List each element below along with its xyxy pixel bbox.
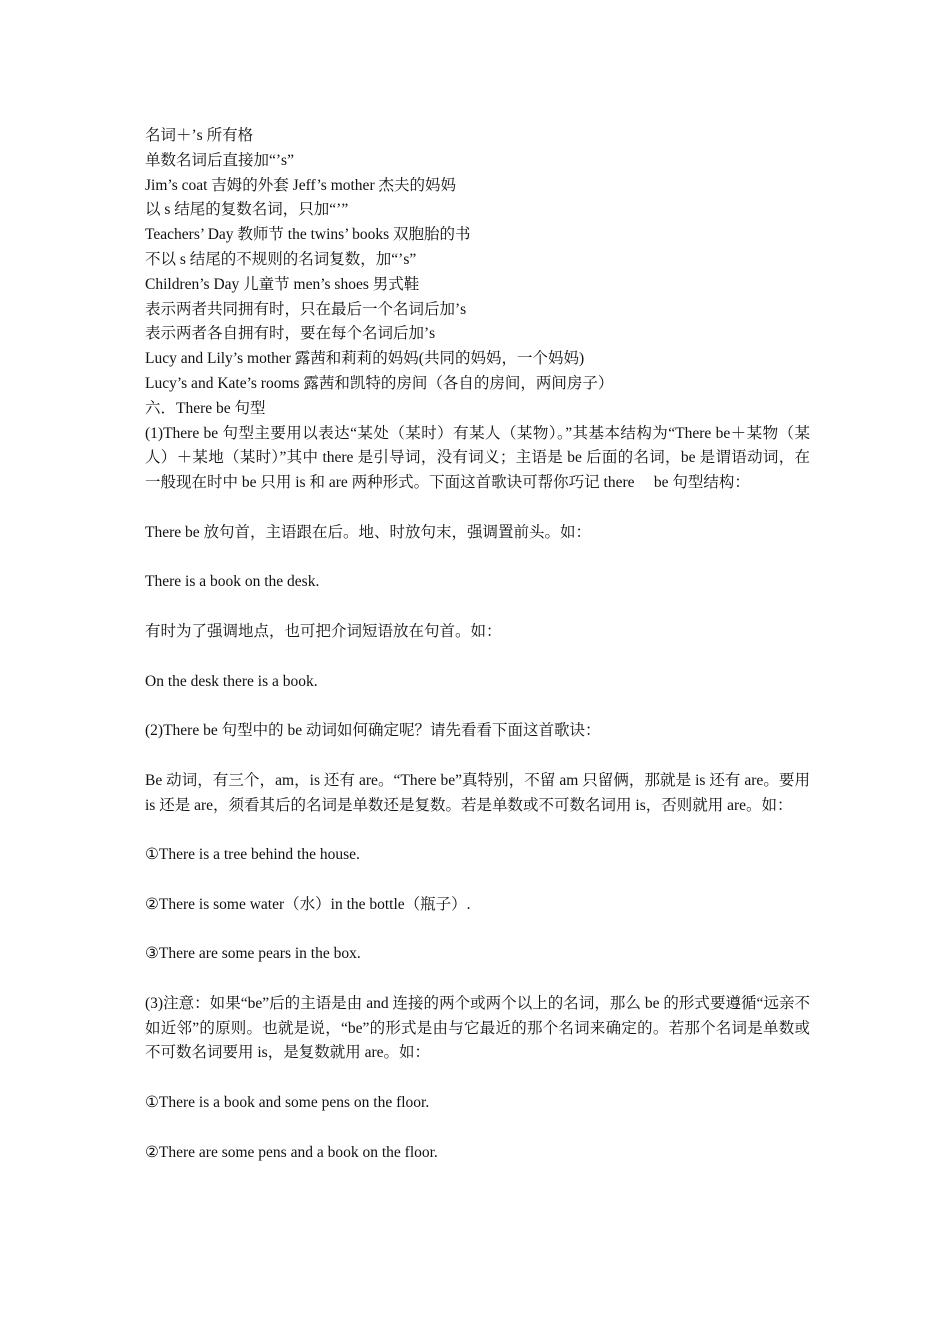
paragraph-there-be-structure: (1)There be 句型主要用以表达“某处（某时）有某人（某物）。”其基本结构为“There be＋某物（某人）＋某地（某时）”其中 there 是引导词，没有词义；主语是 be 后面的名词，be 是谓语动词，在一般现在时中 be 只用 is 和 are 两种形式。下面这首歌诀可帮你巧记 there be 句型结构： bbox=[145, 424, 810, 492]
example-sentence-2: On the desk there is a book. bbox=[145, 672, 318, 690]
example-sentence-1: There is a book on the desk. bbox=[145, 573, 320, 591]
rule-singular: 单数名词后直接加“’s” bbox=[145, 151, 294, 169]
section-heading-there-be: 六．There be 句型 bbox=[145, 399, 266, 417]
paragraph-be-verb-rhyme: Be 动词，有三个，am，is 还有 are。“There be”真特别，不留 am 只留俩，那就是 is 还有 are。要用 is 还是 are，须看其后的名词是单数还是复数。若是单数或不可数名词用 is，否则就用 are。如： bbox=[145, 771, 810, 814]
rule-separate-ownership: 表示两者各自拥有时，要在每个名词后加’s bbox=[145, 325, 436, 343]
paragraph-proximity-rule: (3)注意：如果“be”后的主语是由 and 连接的两个或两个以上的名词，那么 be 的形式要遵循“远亲不如近邻”的原则。也就是说，“be”的形式是由与它最近的那个名词来确定的。若那个名词是单数或不可数名词要用 is，是复数就用 are。如： bbox=[145, 994, 810, 1062]
rule-plural-s: 以 s 结尾的复数名词，只加“’” bbox=[145, 201, 349, 219]
example-separate-ownership: Lucy’s and Kate’s rooms 露茜和凯特的房间（各自的房间，两间房子） bbox=[145, 374, 614, 392]
heading-possessive: 名词＋’s 所有格 bbox=[145, 127, 254, 144]
example-irregular-plural: Children’s Day 儿童节 men’s shoes 男式鞋 bbox=[145, 275, 420, 293]
example-plural-s: Teachers’ Day 教师节 the twins’ books 双胞胎的书 bbox=[145, 226, 471, 244]
example-is-book-pens: ①There is a book and some pens on the floor. bbox=[145, 1094, 430, 1112]
rule-joint-ownership: 表示两者共同拥有时，只在最后一个名词后加’s bbox=[145, 300, 467, 318]
example-is-tree: ①There is a tree behind the house. bbox=[145, 846, 360, 864]
paragraph-be-verb-question: (2)There be 句型中的 be 动词如何确定呢？请先看看下面这首歌诀： bbox=[145, 722, 601, 740]
document-body bbox=[145, 124, 810, 1165]
example-singular: Jim’s coat 吉姆的外套 Jeff’s mother 杰夫的妈妈 bbox=[145, 176, 456, 194]
example-is-water: ②There is some water（水）in the bottle（瓶子）. bbox=[145, 895, 471, 913]
example-are-pears: ③There are some pears in the box. bbox=[145, 945, 361, 963]
example-joint-ownership: Lucy and Lily’s mother 露茜和莉莉的妈妈(共同的妈妈，一个妈妈) bbox=[145, 350, 585, 368]
paragraph-rhyme-word-order: There be 放句首，主语跟在后。地、时放句末，强调置前头。如： bbox=[145, 523, 592, 541]
rule-irregular-plural: 不以 s 结尾的不规则的名词复数，加“’s” bbox=[145, 250, 417, 268]
paragraph-emphasis-place: 有时为了强调地点，也可把介词短语放在句首。如： bbox=[145, 622, 502, 640]
example-are-pens-book: ②There are some pens and a book on the floor. bbox=[145, 1143, 438, 1161]
